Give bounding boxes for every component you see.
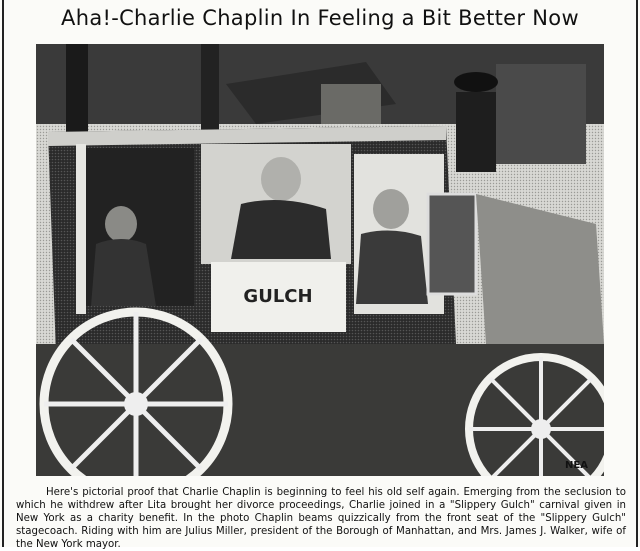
- chaplin-face: [261, 157, 301, 201]
- photo-illustration: [36, 44, 604, 476]
- driver-hat: [454, 72, 498, 92]
- driver-figure: [456, 92, 496, 172]
- stagecoach-photo: [36, 44, 604, 476]
- passenger-face-left: [105, 206, 137, 242]
- window-frame-left: [76, 144, 86, 314]
- coach-door-panel: [428, 194, 476, 294]
- miller-face: [373, 189, 409, 229]
- chaplin-body: [231, 200, 331, 259]
- right-rule: [636, 0, 638, 547]
- left-rule: [2, 0, 4, 547]
- coach-sign-text: GULCH: [243, 286, 313, 307]
- miller-body: [356, 230, 428, 304]
- pillar-mid: [201, 44, 219, 134]
- photo-credit: NEA: [565, 460, 588, 471]
- passenger-body-left: [91, 239, 156, 306]
- roof-luggage: [321, 84, 381, 124]
- window-right: [496, 64, 586, 164]
- headline: Aha!-Charlie Chaplin In Feeling a Bit Better Now: [61, 6, 579, 30]
- photo-caption: Here's pictorial proof that Charlie Chaplin is beginning to feel his old self again. Emerging from the seclusion to which he withdrew after Lita brought her divorce proceedings, Charlie joined in a "Slippery Gulch" carnival given in New York as a charity benefit. In the photo Chaplin beams quizzically from the front seat of the "Slippery Gulch" stagecoach. Riding with him are Julius Miller, president of the Borough of Manhattan, and Mrs. James J. Walker, wife of the New York mayor.: [16, 487, 626, 550]
